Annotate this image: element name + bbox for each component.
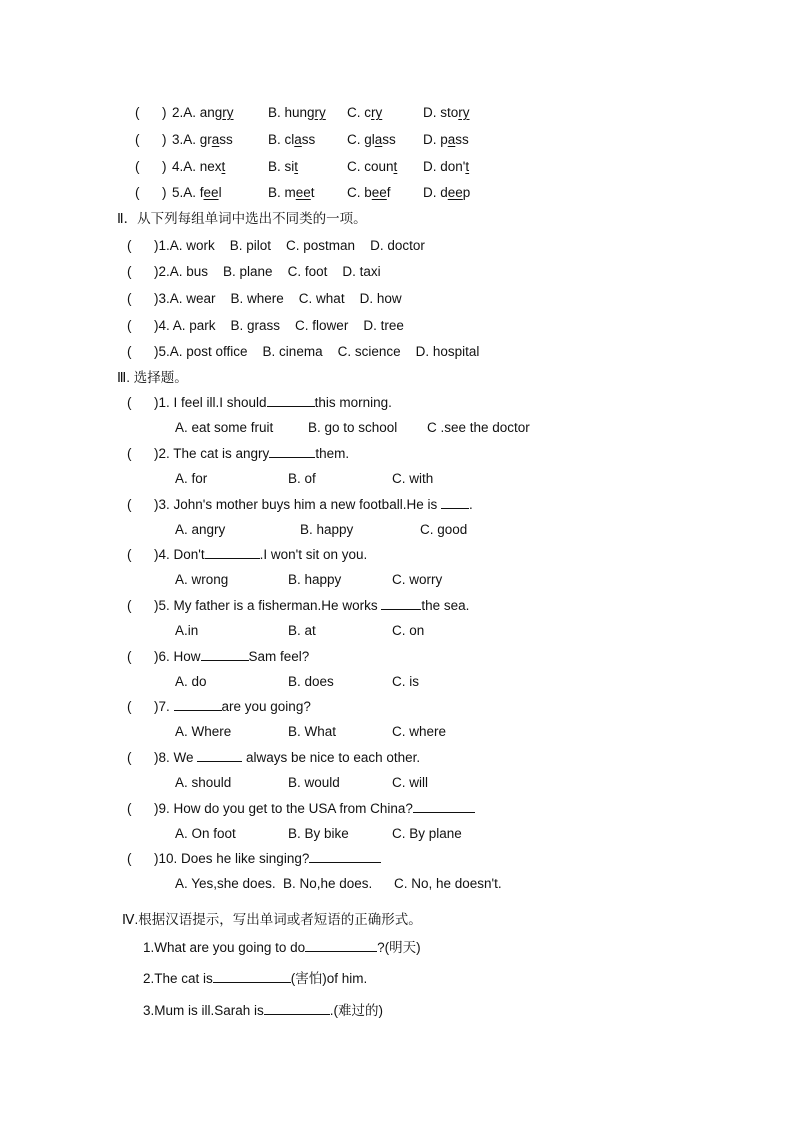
question-option: C. count: [347, 159, 398, 174]
question-stem: ( )10. Does he like singing?: [127, 850, 381, 868]
question-option: B. sit: [268, 159, 299, 174]
question-stem: ( )2. The cat is angry them.: [127, 446, 350, 461]
answer-blank: [197, 749, 242, 762]
question-option: B. at: [288, 623, 316, 638]
question-option: A. eat some fruit: [175, 420, 274, 435]
question-option: B. meet: [268, 185, 315, 200]
underlined-letters: ry: [314, 105, 326, 120]
question-option: B. By bike: [288, 826, 349, 841]
question-stem: ( )6. How Sam feel?: [127, 649, 310, 664]
underlined-letters: a: [447, 132, 456, 147]
answer-blank: [264, 1002, 330, 1015]
answer-blank: [213, 970, 291, 983]
section-2-row: ( )3.A. wear B. where C. what D. how: [127, 291, 402, 306]
question-option: B. of: [288, 471, 316, 486]
question-option: C. good: [420, 522, 468, 537]
question-option: B. class: [268, 132, 316, 147]
question-option: A. Yes,she does.: [175, 876, 276, 891]
section-3-title: Ⅲ. 选择题。: [117, 370, 188, 385]
question-option: C. with: [392, 471, 434, 486]
question-option: A. for: [175, 471, 208, 486]
underlined-letters: a: [211, 132, 220, 147]
question-option: C. glass: [347, 132, 396, 147]
question-option: B. does: [288, 674, 334, 689]
section-2-row: ( )4. A. park B. grass C. flower D. tree: [127, 318, 404, 333]
underlined-letters: t: [221, 159, 226, 174]
answer-blank: [305, 939, 377, 952]
section-2-row: ( )5.A. post office B. cinema C. science D. hospital: [127, 344, 480, 359]
underlined-letters: a: [374, 132, 383, 147]
underlined-letters: ee: [295, 185, 311, 200]
question-option: B. go to school: [308, 420, 398, 435]
answer-blank: [381, 597, 421, 610]
question-option: 3.A. grass: [172, 132, 233, 147]
question-option: A. do: [175, 674, 207, 689]
question-option: B. hungry: [268, 105, 326, 120]
question-option: C. No, he doesn't.: [394, 876, 502, 891]
question-stem: ( )9. How do you get to the USA from China?: [127, 800, 475, 818]
question-option: D. story: [423, 105, 470, 120]
question-option: 5.A. feel: [172, 185, 222, 200]
question-option: 4.A. next: [172, 159, 226, 174]
question-option: A. Where: [175, 724, 232, 739]
section-4-title: Ⅳ.根据汉语提示，写出单词或者短语的正确形式。: [122, 912, 422, 927]
question-option: C. on: [392, 623, 425, 638]
underlined-letters: t: [465, 159, 470, 174]
answer-bracket: ( ): [135, 159, 167, 174]
underlined-letters: a: [294, 132, 302, 147]
question-option: C. cry: [347, 105, 383, 120]
underlined-letters: t: [294, 159, 299, 174]
answer-blank: [413, 800, 475, 813]
question-option: B. happy: [288, 572, 342, 587]
underlined-letters: ry: [458, 105, 470, 120]
underlined-letters: t: [393, 159, 398, 174]
question-option: C. worry: [392, 572, 443, 587]
question-option: C. will: [392, 775, 428, 790]
question-option: A. On foot: [175, 826, 236, 841]
question-option: A. angry: [175, 522, 226, 537]
section-2-title: Ⅱ．从下列每组单词中选出不同类的一项。: [117, 211, 367, 226]
underlined-letters: ee: [447, 185, 463, 200]
section-2-row: ( )2.A. bus B. plane C. foot D. taxi: [127, 264, 381, 279]
underlined-letters: ry: [371, 105, 383, 120]
question-stem: ( )5. My father is a fisherman.He works the sea.: [127, 598, 470, 613]
section-2-row: ( )1.A. work B. pilot C. postman D. doctor: [127, 238, 425, 253]
answer-blank: [174, 698, 222, 711]
answer-blank: [201, 648, 249, 661]
question-stem: ( )7. are you going?: [127, 699, 311, 714]
question-option: C. beef: [347, 185, 391, 200]
question-option: C. By plane: [392, 826, 462, 841]
question-option: C .see the doctor: [427, 420, 530, 435]
answer-blank: [309, 850, 381, 863]
question-option: B. happy: [300, 522, 354, 537]
question-option: A. should: [175, 775, 232, 790]
question-option: B. What: [288, 724, 337, 739]
question-option: D. don't: [423, 159, 470, 174]
question-option: B. No,he does.: [283, 876, 373, 891]
question-stem: ( )4. Don't .I won't sit on you.: [127, 547, 368, 562]
answer-blank: [205, 546, 260, 559]
question-stem: ( )3. John's mother buys him a new football.He is .: [127, 497, 473, 512]
answer-blank: [269, 445, 315, 458]
question-option: A.in: [175, 623, 199, 638]
underlined-letters: ee: [371, 185, 387, 200]
answer-bracket: ( ): [135, 185, 167, 200]
underlined-letters: ry: [222, 105, 234, 120]
question-option: A. wrong: [175, 572, 229, 587]
fill-in-item: 3.Mum is ill.Sarah is .(难过的): [143, 1003, 384, 1018]
answer-bracket: ( ): [135, 132, 167, 147]
fill-in-item: 2.The cat is (害怕)of him.: [143, 971, 368, 986]
question-stem: ( )1. I feel ill.I should this morning.: [127, 395, 392, 410]
fill-in-item: 1.What are you going to do ?(明天): [143, 940, 421, 955]
question-stem: ( )8. We always be nice to each other.: [127, 750, 421, 765]
answer-blank: [441, 496, 469, 509]
question-option: B. would: [288, 775, 340, 790]
answer-bracket: ( ): [135, 105, 167, 120]
question-option: C. where: [392, 724, 447, 739]
underlined-letters: ee: [203, 185, 219, 200]
question-option: 2.A. angry: [172, 105, 234, 120]
question-option: D. pass: [423, 132, 469, 147]
question-option: C. is: [392, 674, 419, 689]
question-option: D. deep: [423, 185, 471, 200]
answer-blank: [267, 394, 315, 407]
